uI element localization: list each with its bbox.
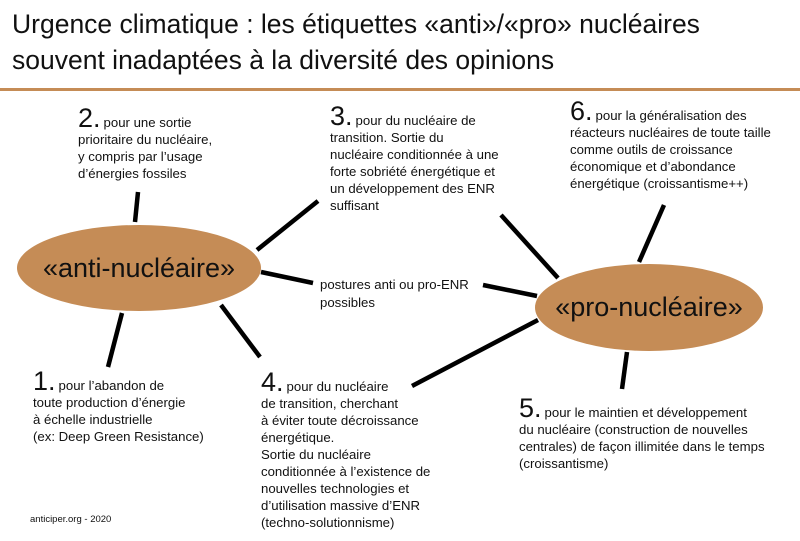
- connector-anti-to-4: [221, 305, 260, 357]
- connector-3-to-pro: [501, 215, 558, 278]
- block-text-line: pour la généralisation des: [595, 108, 747, 123]
- block-text-line: conditionnée à l’existence de: [261, 464, 431, 479]
- block-text-line: suffisant: [330, 198, 379, 213]
- block-text-line: (ex: Deep Green Resistance): [33, 429, 204, 444]
- block-text-line: prioritaire du nucléaire,: [78, 132, 213, 147]
- pro-nuclear-node: [535, 264, 763, 351]
- opinion-block-4: [261, 367, 431, 531]
- block-text-line: de transition, cherchant: [261, 396, 399, 411]
- block-text-line: d’utilisation massive d’ENR: [261, 498, 421, 513]
- block-text-line: forte sobriété énergétique et: [330, 164, 495, 179]
- block-text-line: d’énergies fossiles: [78, 166, 187, 181]
- block-text-line: un développement des ENR: [330, 181, 495, 196]
- block-text-line: transition. Sortie du: [330, 130, 444, 145]
- block-text-line: toute production d’énergie: [33, 395, 186, 410]
- opinion-block-6: [570, 96, 771, 192]
- block-text-line: pour l’abandon de: [58, 378, 165, 393]
- connector-4-to-pro: [412, 320, 538, 386]
- opinion-block-1: [33, 366, 204, 445]
- block-number: 1.: [33, 366, 56, 396]
- block-number: 3.: [330, 101, 353, 131]
- block-text-line: à échelle industrielle: [33, 412, 153, 427]
- block-text-line: nouvelles technologies et: [261, 481, 410, 496]
- block-text-line: du nucléaire (construction de nouvelles: [519, 422, 748, 437]
- connector-anti-to-1: [108, 313, 122, 367]
- connector-pro-to-5: [622, 352, 627, 389]
- connector-anti-to-3: [257, 201, 318, 250]
- block-text-line: nucléaire conditionnée à une: [330, 147, 499, 162]
- connector-anti-to-2: [135, 192, 138, 222]
- block-text-line: pour le maintien et développement: [544, 405, 747, 420]
- block-text-line: centrales) de façon illimitée dans le temps: [519, 439, 765, 454]
- block-text-line: y compris par l’usage: [78, 149, 203, 164]
- block-number: 4.: [261, 367, 284, 397]
- footer-credit: anticiper.org - 2020: [30, 514, 112, 525]
- connector-anti-to-middle: [261, 272, 313, 283]
- block-text-line: énergétique.: [261, 430, 335, 445]
- middle-note-line: postures anti ou pro-ENR: [320, 277, 469, 292]
- anti-nuclear-node: [17, 225, 261, 311]
- opinion-block-2: [78, 103, 213, 182]
- block-number: 6.: [570, 96, 593, 126]
- title-line-2: souvent inadaptées à la diversité des opinions: [12, 45, 555, 75]
- block-text-line: pour une sortie: [103, 115, 192, 130]
- block-text-line: réacteurs nucléaires de toute taille: [570, 125, 771, 140]
- title-line-1: Urgence climatique : les étiquettes «anti»/«pro» nucléaires: [12, 9, 700, 39]
- block-text-line: Sortie du nucléaire: [261, 447, 371, 462]
- anti-nuclear-label: «anti-nucléaire»: [42, 252, 236, 283]
- block-text-line: économique et d’abondance: [570, 159, 736, 174]
- middle-note: [320, 276, 469, 312]
- block-number: 2.: [78, 103, 101, 133]
- connector-middle-to-pro: [483, 285, 537, 296]
- block-text-line: (techno-solutionnisme): [261, 515, 395, 530]
- connector-6-to-pro: [639, 205, 664, 262]
- block-text-line: pour du nucléaire de: [355, 113, 476, 128]
- middle-note-line: possibles: [320, 295, 375, 310]
- pro-nuclear-label: «pro-nucléaire»: [555, 292, 743, 322]
- block-text-line: énergétique (croissantisme++): [570, 176, 749, 191]
- opinion-block-5: [519, 393, 765, 472]
- block-text-line: à éviter toute décroissance: [261, 413, 419, 428]
- block-text-line: (croissantisme): [519, 456, 609, 471]
- opinion-block-3: [330, 101, 499, 214]
- block-number: 5.: [519, 393, 542, 423]
- block-text-line: comme outils de croissance: [570, 142, 733, 157]
- block-text-line: pour du nucléaire: [286, 379, 389, 394]
